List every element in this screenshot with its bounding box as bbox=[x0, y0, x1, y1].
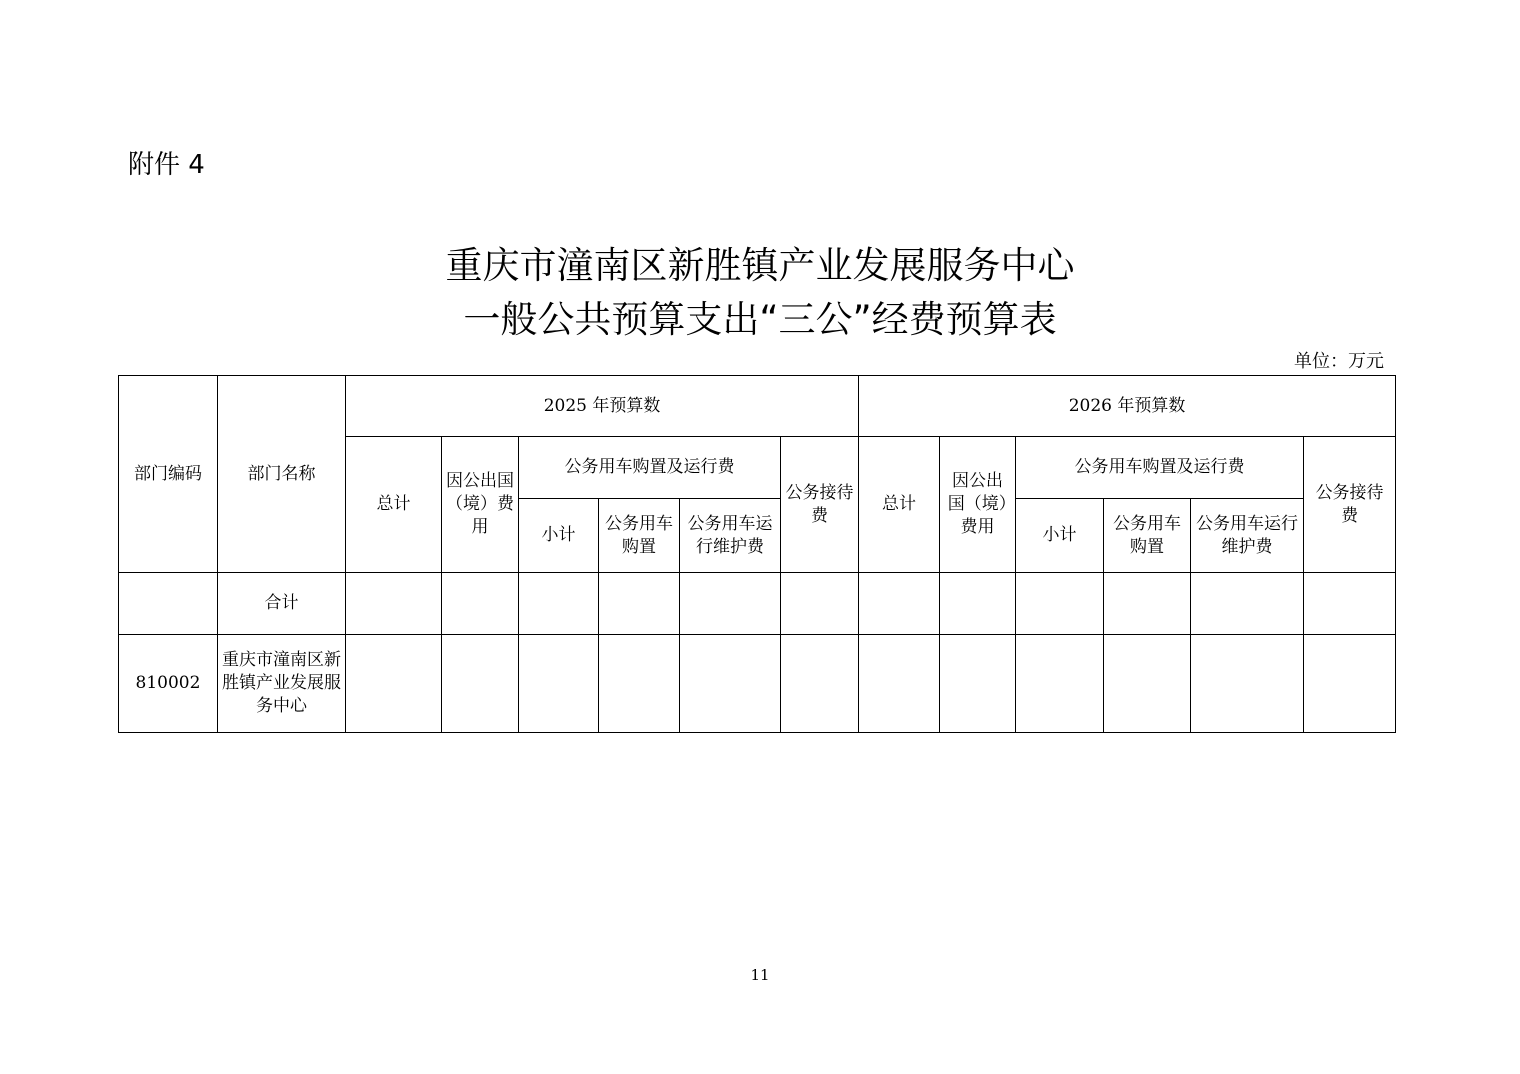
header-2026-vehicle-purchase: 公务用车购置 bbox=[1104, 499, 1191, 573]
cell-empty bbox=[680, 573, 781, 635]
budget-table bbox=[118, 375, 1396, 733]
cell-empty bbox=[940, 573, 1016, 635]
cell-dept-name: 重庆市潼南区新胜镇产业发展服务中心 bbox=[218, 635, 346, 733]
table-row-total bbox=[119, 573, 1396, 635]
cell-empty bbox=[599, 635, 680, 733]
cell-dept-code bbox=[119, 573, 218, 635]
table-row-dept bbox=[119, 635, 1396, 733]
cell-empty bbox=[346, 573, 442, 635]
cell-dept-name: 合计 bbox=[218, 573, 346, 635]
cell-empty bbox=[1191, 573, 1304, 635]
document-title-line2: 一般公共预算支出“三公”经费预算表 bbox=[463, 298, 1057, 341]
header-2025-budget: 2025 年预算数 bbox=[346, 376, 859, 437]
cell-empty bbox=[940, 635, 1016, 733]
header-2025-reception: 公务接待费 bbox=[781, 437, 859, 573]
header-2025-vehicle-purchase: 公务用车购置 bbox=[599, 499, 680, 573]
unit-label: 单位：万元 bbox=[1294, 351, 1384, 372]
header-2025-total: 总计 bbox=[346, 437, 442, 573]
document-title-line1: 重庆市潼南区新胜镇产业发展服务中心 bbox=[445, 244, 1075, 287]
header-2026-reception: 公务接待费 bbox=[1304, 437, 1396, 573]
header-2025-vehicle-operation: 公务用车运行维护费 bbox=[680, 499, 781, 573]
cell-dept-code: 810002 bbox=[119, 635, 218, 733]
cell-empty bbox=[1191, 635, 1304, 733]
cell-empty bbox=[1104, 635, 1191, 733]
cell-empty bbox=[442, 635, 519, 733]
cell-empty bbox=[1016, 635, 1104, 733]
attachment-label: 附件 4 bbox=[128, 150, 205, 180]
cell-empty bbox=[1016, 573, 1104, 635]
page-number: 11 bbox=[750, 966, 770, 984]
header-2026-vehicle-group: 公务用车购置及运行费 bbox=[1016, 437, 1304, 499]
cell-empty bbox=[346, 635, 442, 733]
cell-empty bbox=[859, 635, 940, 733]
header-2026-abroad: 因公出国（境）费用 bbox=[940, 437, 1016, 573]
header-2025-subtotal: 小计 bbox=[519, 499, 599, 573]
cell-empty bbox=[519, 635, 599, 733]
cell-empty bbox=[1304, 573, 1396, 635]
cell-empty bbox=[599, 573, 680, 635]
cell-empty bbox=[680, 635, 781, 733]
header-dept-name: 部门名称 bbox=[218, 376, 346, 573]
cell-empty bbox=[442, 573, 519, 635]
cell-empty bbox=[781, 635, 859, 733]
cell-empty bbox=[519, 573, 599, 635]
header-2026-budget: 2026 年预算数 bbox=[859, 376, 1396, 437]
header-2026-total: 总计 bbox=[859, 437, 940, 573]
header-2025-abroad: 因公出国（境）费用 bbox=[442, 437, 519, 573]
header-2026-vehicle-operation: 公务用车运行维护费 bbox=[1191, 499, 1304, 573]
header-dept-code: 部门编码 bbox=[119, 376, 218, 573]
header-2026-subtotal: 小计 bbox=[1016, 499, 1104, 573]
cell-empty bbox=[1304, 635, 1396, 733]
cell-empty bbox=[1104, 573, 1191, 635]
header-2025-vehicle-group: 公务用车购置及运行费 bbox=[519, 437, 781, 499]
header-row-1 bbox=[119, 376, 1396, 437]
cell-empty bbox=[859, 573, 940, 635]
cell-empty bbox=[781, 573, 859, 635]
